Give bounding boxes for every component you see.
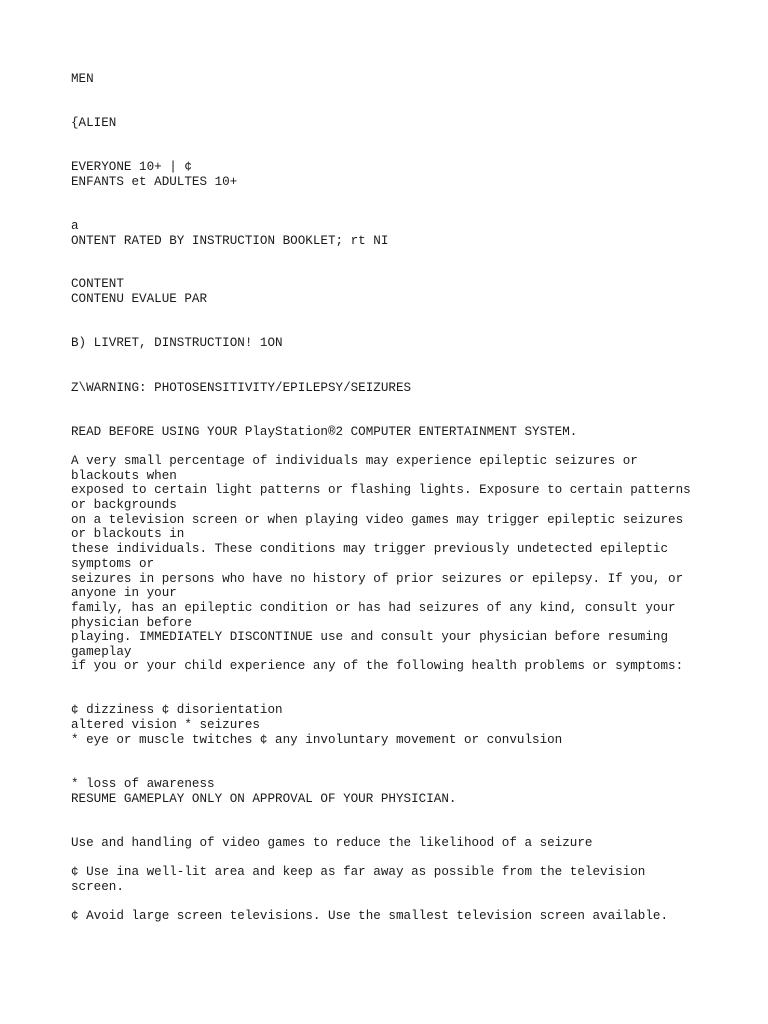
warning-paragraph-line: or blackouts in <box>71 527 185 541</box>
warning-paragraph-line: A very small percentage of individuals may experience epileptic seizures or <box>71 454 638 468</box>
symptoms-line: ¢ dizziness ¢ disorientation <box>71 703 283 717</box>
warning-paragraph-line: or backgrounds <box>71 498 177 512</box>
warning-paragraph-line: playing. IMMEDIATELY DISCONTINUE use and consult your physician before resuming <box>71 630 669 644</box>
warning-paragraph-line: these individuals. These conditions may trigger previously undetected epileptic <box>71 542 669 556</box>
tip-line: ¢ Use ina well-lit area and keep as far away as possible from the television <box>71 865 646 879</box>
livret-line: B) LIVRET, DINSTRUCTION! 1ON <box>71 336 283 350</box>
warning-paragraph-line: seizures in persons who have no history of prior seizures or epilepsy. If you, or <box>71 572 684 586</box>
read-before-line: READ BEFORE USING YOUR PlayStation®2 COMPUTER ENTERTAINMENT SYSTEM. <box>71 425 578 439</box>
content-fr-line-1: CONTENT <box>71 277 124 291</box>
warning-paragraph-line: physician before <box>71 616 192 630</box>
header-line-1: MEN <box>71 72 94 86</box>
warning-paragraph-line: gameplay <box>71 645 132 659</box>
use-handling-heading: Use and handling of video games to reduce the likelihood of a seizure <box>71 836 593 850</box>
awareness-line: * loss of awareness <box>71 777 215 791</box>
warning-paragraph-line: if you or your child experience any of the following health problems or symptoms: <box>71 659 684 673</box>
resume-gameplay-line: RESUME GAMEPLAY ONLY ON APPROVAL OF YOUR PHYSICIAN. <box>71 792 457 806</box>
content-rated-line-2: ONTENT RATED BY INSTRUCTION BOOKLET; rt NI <box>71 234 389 248</box>
warning-paragraph-line: exposed to certain light patterns or flashing lights. Exposure to certain patterns <box>71 483 691 497</box>
warning-title: Z\WARNING: PHOTOSENSITIVITY/EPILEPSY/SEIZURES <box>71 381 412 395</box>
header-line-2: {ALIEN <box>71 116 117 130</box>
warning-paragraph-line: blackouts when <box>71 469 177 483</box>
content-rated-line-1: a <box>71 219 79 233</box>
content-fr-line-2: CONTENU EVALUE PAR <box>71 292 208 306</box>
warning-paragraph-line: on a television screen or when playing video games may trigger epileptic seizures <box>71 513 684 527</box>
tip-line: screen. <box>71 880 124 894</box>
tip-line: ¢ Avoid large screen televisions. Use the smallest television screen available. <box>71 909 669 923</box>
rating-line-2: ENFANTS et ADULTES 10+ <box>71 175 238 189</box>
warning-paragraph-line: family, has an epileptic condition or has had seizures of any kind, consult your <box>71 601 676 615</box>
warning-paragraph-line: symptoms or <box>71 557 155 571</box>
symptoms-line: altered vision * seizures <box>71 718 260 732</box>
rating-line-1: EVERYONE 10+ | ¢ <box>71 160 192 174</box>
symptoms-line: * eye or muscle twitches ¢ any involuntary movement or convulsion <box>71 733 563 747</box>
warning-paragraph-line: anyone in your <box>71 586 177 600</box>
